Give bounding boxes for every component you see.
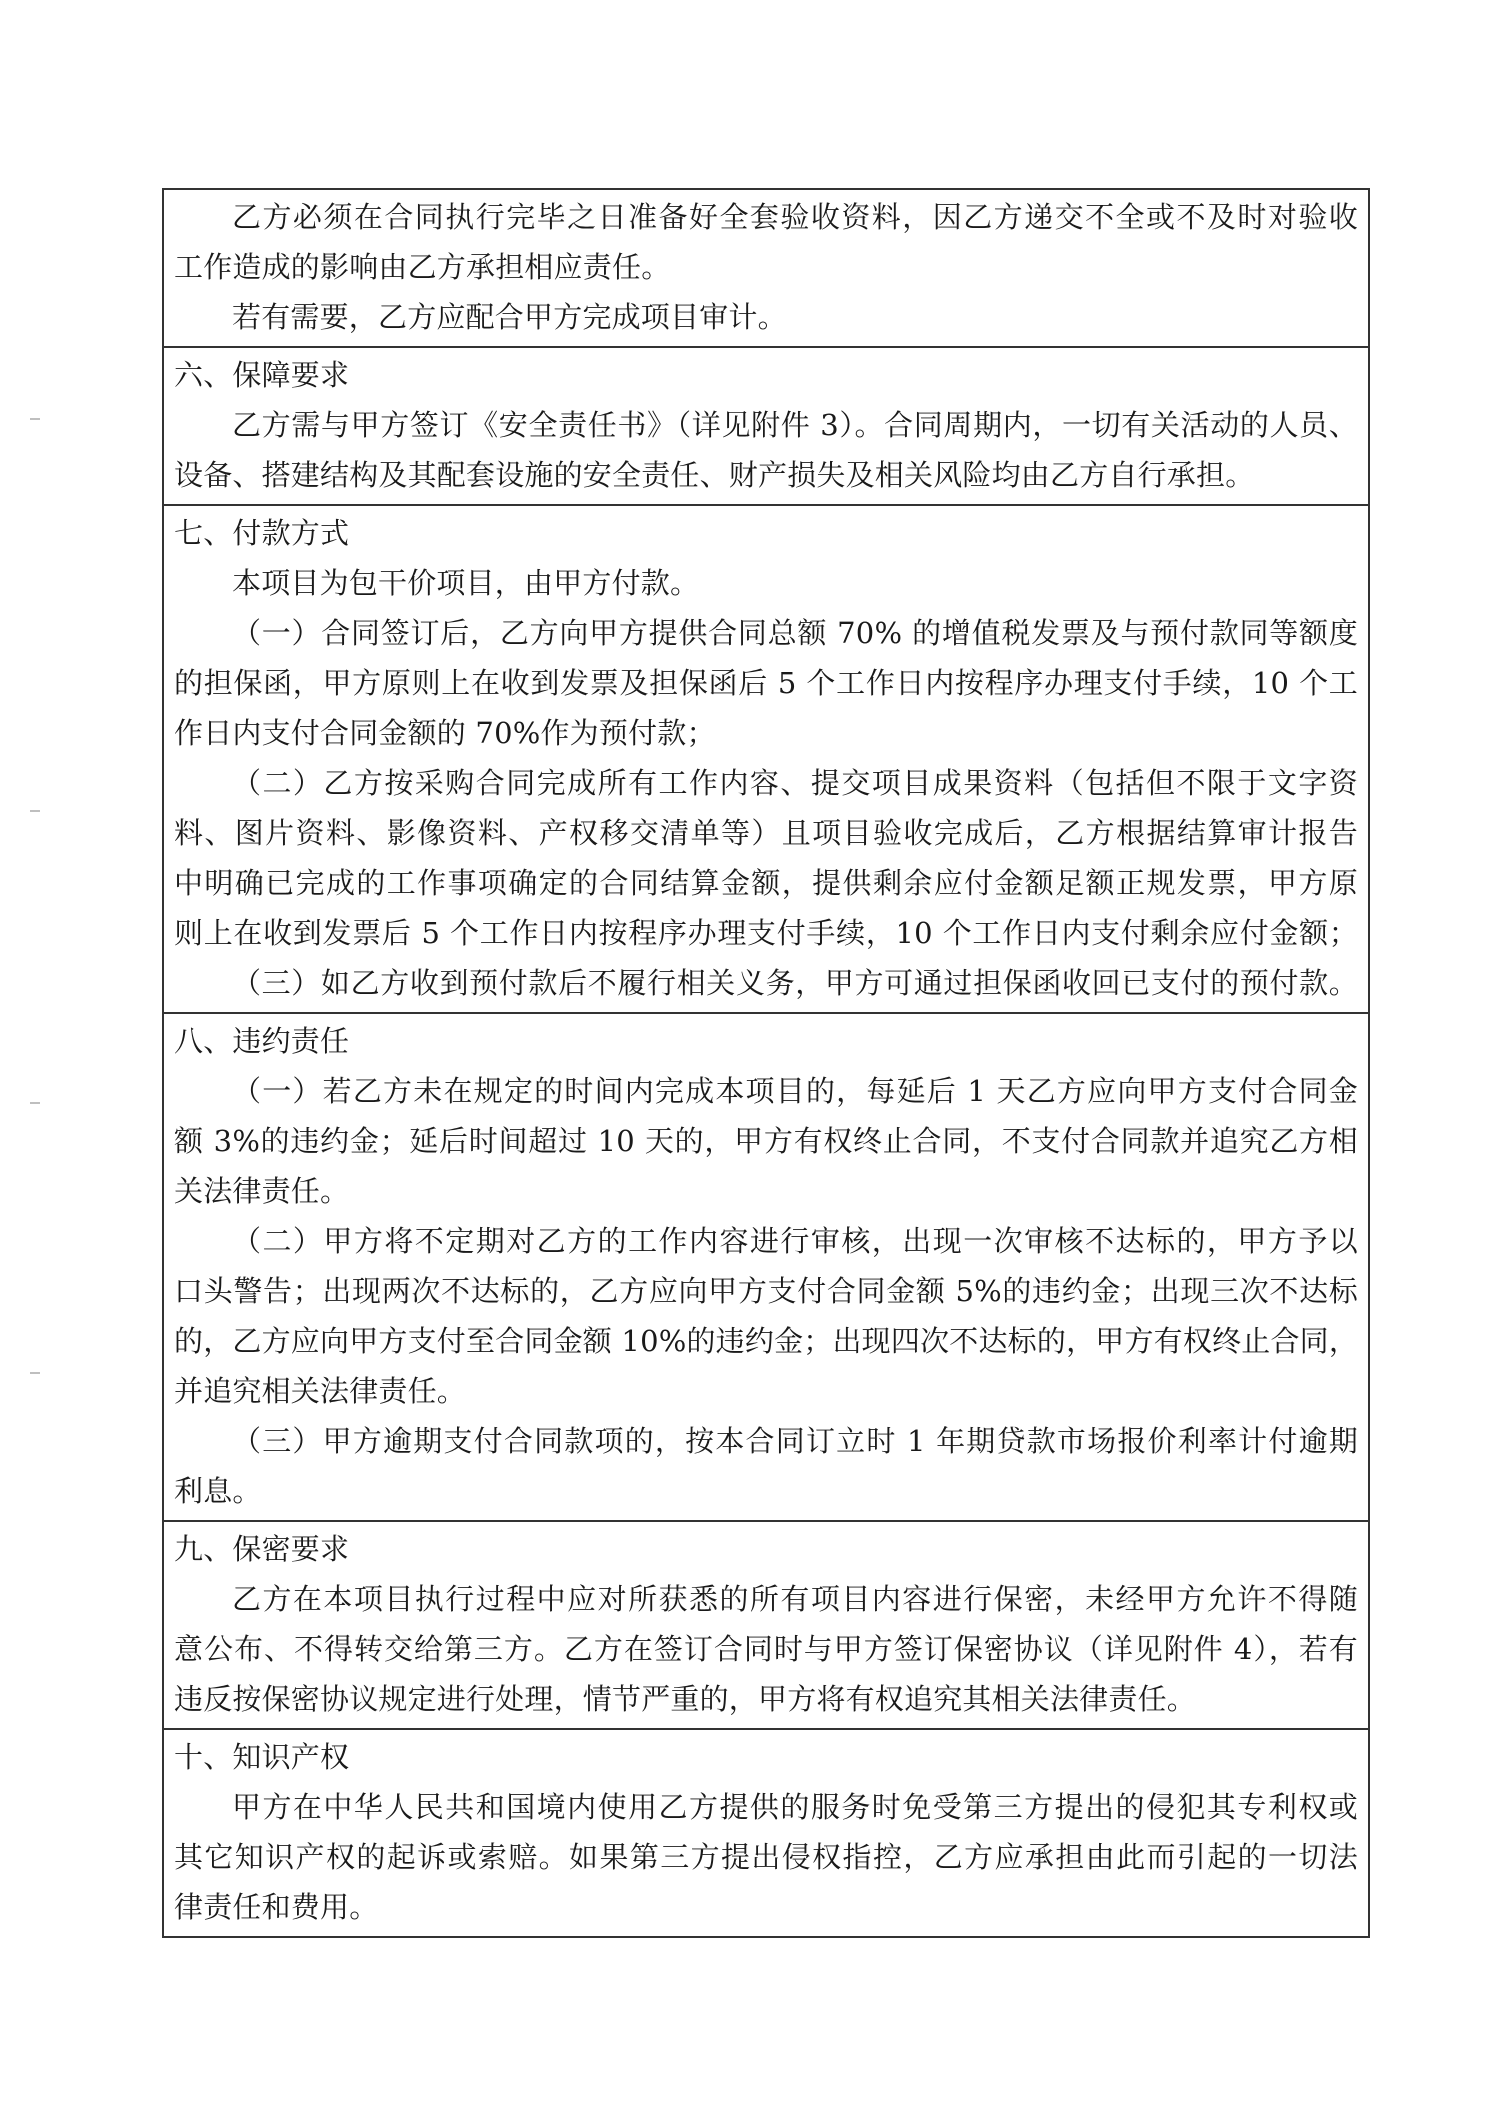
text-line: 关法律责任。 (174, 1174, 350, 1208)
contract-table (162, 188, 1370, 1938)
text-line: 料、图片资料、影像资料、产权移交清单等）且项目验收完成后，乙方根据结算审计报告 (174, 816, 1358, 850)
text-line: 乙方需与甲方签订《安全责任书》（详见附件 3）。合同周期内，一切有关活动的人员、 (232, 408, 1358, 442)
text-line: 意公布、不得转交给第三方。乙方在签订合同时与甲方签订保密协议（详见附件 4），若有 (174, 1632, 1358, 1666)
section-security (164, 346, 1368, 504)
text-line: 工作造成的影响由乙方承担相应责任。 (174, 250, 671, 284)
text-line: 额 3%的违约金；延后时间超过 10 天的，甲方有权终止合同，不支付合同款并追究乙方相 (174, 1124, 1358, 1158)
text-line: 利息。 (174, 1474, 262, 1508)
text-line: 的担保函，甲方原则上在收到发票及担保函后 5 个工作日内按程序办理支付手续，10 个工 (174, 666, 1358, 700)
text-line: （一）若乙方未在规定的时间内完成本项目的，每延后 1 天乙方应向甲方支付合同金 (232, 1074, 1358, 1108)
text-line: 的，乙方应向甲方支付至合同金额 10%的违约金；出现四次不达标的，甲方有权终止合同， (174, 1324, 1358, 1358)
text-line: 十、知识产权 (174, 1740, 350, 1774)
text-line: （三）甲方逾期支付合同款项的，按本合同订立时 1 年期贷款市场报价利率计付逾期 (232, 1424, 1358, 1458)
text-line: 设备、搭建结构及其配套设施的安全责任、财产损失及相关风险均由乙方自行承担。 (174, 458, 1255, 492)
text-line: 八、违约责任 (174, 1024, 350, 1058)
acceptance-clause (164, 190, 1368, 346)
text-line: 本项目为包干价项目，由甲方付款。 (232, 566, 700, 600)
text-line: 违反按保密协议规定进行处理，情节严重的，甲方将有权追究其相关法律责任。 (174, 1682, 1197, 1716)
scan-mark (30, 418, 40, 420)
scan-mark (30, 810, 40, 812)
text-line: （三）如乙方收到预付款后不履行相关义务，甲方可通过担保函收回已支付的预付款。 (232, 966, 1358, 1000)
scan-mark (30, 1372, 40, 1374)
text-line: 九、保密要求 (174, 1532, 350, 1566)
text-line: 律责任和费用。 (174, 1890, 379, 1924)
text-line: 乙方在本项目执行过程中应对所获悉的所有项目内容进行保密，未经甲方允许不得随 (232, 1582, 1358, 1616)
text-line: （一）合同签订后，乙方向甲方提供合同总额 70% 的增值税发票及与预付款同等额度 (232, 616, 1358, 650)
text-line: 并追究相关法律责任。 (174, 1374, 467, 1408)
text-line: 口头警告；出现两次不达标的，乙方应向甲方支付合同金额 5%的违约金；出现三次不达标 (174, 1274, 1358, 1308)
scan-mark (30, 1102, 40, 1104)
text-line: 六、保障要求 (174, 358, 350, 392)
text-line: 乙方必须在合同执行完毕之日准备好全套验收资料，因乙方递交不全或不及时对验收 (232, 200, 1358, 234)
text-line: 甲方在中华人民共和国境内使用乙方提供的服务时免受第三方提出的侵犯其专利权或 (232, 1790, 1358, 1824)
text-line: （二）甲方将不定期对乙方的工作内容进行审核，出现一次审核不达标的，甲方予以 (232, 1224, 1358, 1258)
text-line: 七、付款方式 (174, 516, 350, 550)
text-line: 则上在收到发票后 5 个工作日内按程序办理支付手续，10 个工作日内支付剩余应付金额； (174, 916, 1358, 950)
section-confidentiality (164, 1520, 1368, 1728)
text-line: 其它知识产权的起诉或索赔。如果第三方提出侵权指控，乙方应承担由此而引起的一切法 (174, 1840, 1358, 1874)
text-line: 若有需要，乙方应配合甲方完成项目审计。 (232, 300, 787, 334)
section-payment (164, 504, 1368, 1012)
section-breach (164, 1012, 1368, 1520)
text-line: （二）乙方按采购合同完成所有工作内容、提交项目成果资料（包括但不限于文字资 (232, 766, 1358, 800)
section-ip (164, 1728, 1368, 1936)
text-line: 作日内支付合同金额的 70%作为预付款； (174, 716, 716, 750)
text-line: 中明确已完成的工作事项确定的合同结算金额，提供剩余应付金额足额正规发票，甲方原 (174, 866, 1358, 900)
